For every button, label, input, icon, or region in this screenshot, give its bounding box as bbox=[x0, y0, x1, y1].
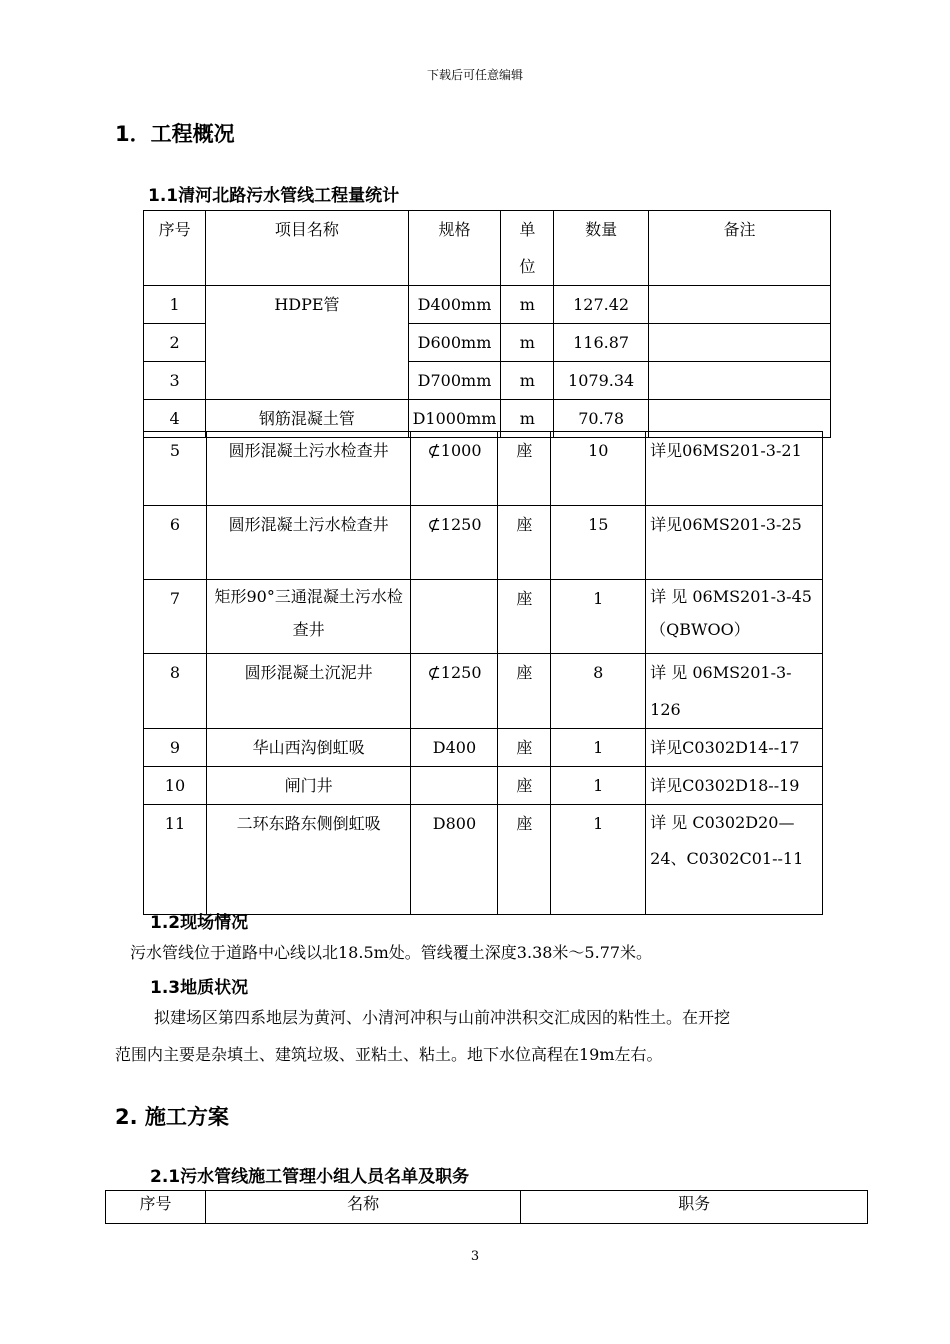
staff-col-duty: 职务 bbox=[521, 1191, 868, 1224]
table-row-qty: 1 bbox=[551, 729, 646, 767]
col-header-no: 序号 bbox=[144, 211, 206, 286]
section2-1-title: 2.1污水管线施工管理小组人员名单及职务 bbox=[150, 1167, 470, 1187]
staff-col-name: 名称 bbox=[205, 1191, 521, 1224]
table-row-name: 圆形混凝土沉泥井 bbox=[206, 654, 411, 729]
table-row-name: 圆形混凝土污水检查井 bbox=[206, 506, 411, 580]
table-row-no: 9 bbox=[144, 729, 207, 767]
col-header-unit bbox=[501, 211, 554, 286]
table-row-name: 圆形混凝土污水检查井 bbox=[206, 432, 411, 506]
section2-title: 2. 施工方案 bbox=[115, 1105, 229, 1129]
table-row-note: 详 见 06MS201-3-45（QBWOO） bbox=[646, 580, 823, 654]
table-row-unit: 座 bbox=[498, 432, 551, 506]
col-header-note: 备注 bbox=[648, 211, 830, 286]
table-row-name: 矩形90°三通混凝土污水检查井 bbox=[206, 580, 411, 654]
table-row-unit: m bbox=[501, 400, 554, 438]
table-row-spec: D700mm bbox=[408, 362, 501, 400]
table-row-qty: 1079.34 bbox=[554, 362, 649, 400]
table-row-spec bbox=[411, 580, 498, 654]
page-number: 3 bbox=[470, 1249, 480, 1264]
table-row-note bbox=[648, 286, 830, 324]
quantity-table-bottom bbox=[143, 431, 823, 915]
table-row-unit: m bbox=[501, 286, 554, 324]
table-row-qty: 8 bbox=[551, 654, 646, 729]
table-row-name: HDPE管 bbox=[206, 286, 408, 400]
table-row-qty: 116.87 bbox=[554, 324, 649, 362]
table-row-no: 8 bbox=[144, 654, 207, 729]
table-row-note: 详 见 C0302D20—24、C0302C01--11 bbox=[646, 805, 823, 915]
table-row-qty: 1 bbox=[551, 767, 646, 805]
table-row-spec: ⊄1250 bbox=[411, 654, 498, 729]
table-row-no: 10 bbox=[144, 767, 207, 805]
table-row-unit: 座 bbox=[498, 805, 551, 915]
table-row-spec: ⊄1000 bbox=[411, 432, 498, 506]
table-row-unit: m bbox=[501, 324, 554, 362]
table-row-no: 4 bbox=[144, 400, 206, 438]
table-row-spec: D1000mm bbox=[408, 400, 501, 438]
table-row-no: 6 bbox=[144, 506, 207, 580]
site-condition-text: 污水管线位于道路中心线以北18.5m处。管线覆土深度3.38米～5.77米。 bbox=[130, 943, 653, 962]
col-header-spec: 规格 bbox=[408, 211, 501, 286]
table-row-no: 5 bbox=[144, 432, 207, 506]
section1-3-title: 1.3地质状况 bbox=[150, 978, 249, 998]
table-row-note: 详见C0302D18--19 bbox=[646, 767, 823, 805]
table-row-qty: 1 bbox=[551, 580, 646, 654]
table-row-no: 1 bbox=[144, 286, 206, 324]
staff-table bbox=[105, 1190, 868, 1224]
table-row-qty: 127.42 bbox=[554, 286, 649, 324]
table-row-spec: ⊄1250 bbox=[411, 506, 498, 580]
table-row-qty: 15 bbox=[551, 506, 646, 580]
table-row-qty: 10 bbox=[551, 432, 646, 506]
table-row-spec: D800 bbox=[411, 805, 498, 915]
table-row-unit: 座 bbox=[498, 767, 551, 805]
section1-2-title: 1.2现场情况 bbox=[150, 913, 249, 933]
table-row-no: 11 bbox=[144, 805, 207, 915]
quantity-table-top bbox=[143, 210, 831, 438]
table-row-name: 闸门井 bbox=[206, 767, 411, 805]
header-note: 下载后可任意编辑 bbox=[426, 68, 523, 82]
table-row-unit: 座 bbox=[498, 729, 551, 767]
section1-1-title: 1.1清河北路污水管线工程量统计 bbox=[148, 186, 400, 206]
table-row-spec: D600mm bbox=[408, 324, 501, 362]
table-row-no: 2 bbox=[144, 324, 206, 362]
table-row-note: 详 见 06MS201-3-126 bbox=[646, 654, 823, 729]
table-row-name: 二环东路东侧倒虹吸 bbox=[206, 805, 411, 915]
table-row-spec bbox=[411, 767, 498, 805]
table-row-unit: 座 bbox=[498, 654, 551, 729]
table-row-note: 详见06MS201-3-25 bbox=[646, 506, 823, 580]
table-row-name: 钢筋混凝土管 bbox=[206, 400, 408, 438]
table-row-note: 详见C0302D14--17 bbox=[646, 729, 823, 767]
col-header-qty: 数量 bbox=[554, 211, 649, 286]
table-row-spec: D400mm bbox=[408, 286, 501, 324]
col-header-unit-text: 单位 bbox=[519, 220, 536, 276]
table-row-note bbox=[648, 324, 830, 362]
table-row-note bbox=[648, 362, 830, 400]
table-row-unit: m bbox=[501, 362, 554, 400]
geology-text-line1: 拟建场区第四系地层为黄河、小清河冲积与山前冲洪积交汇成因的粘性土。在开挖 bbox=[154, 1008, 731, 1027]
staff-col-no: 序号 bbox=[106, 1191, 206, 1224]
table-row-qty: 1 bbox=[551, 805, 646, 915]
table-row-no: 7 bbox=[144, 580, 207, 654]
table-row-no: 3 bbox=[144, 362, 206, 400]
table-row-name: 华山西沟倒虹吸 bbox=[206, 729, 411, 767]
table-row-unit: 座 bbox=[498, 506, 551, 580]
table-row-unit: 座 bbox=[498, 580, 551, 654]
section1-title: 1．工程概况 bbox=[115, 122, 235, 146]
geology-text-line2: 范围内主要是杂填土、建筑垃圾、亚粘土、粘土。地下水位高程在19m左右。 bbox=[115, 1045, 663, 1064]
col-header-name: 项目名称 bbox=[206, 211, 408, 286]
table-row-spec: D400 bbox=[411, 729, 498, 767]
table-row-note: 详见06MS201-3-21 bbox=[646, 432, 823, 506]
table-row-qty: 70.78 bbox=[554, 400, 649, 438]
